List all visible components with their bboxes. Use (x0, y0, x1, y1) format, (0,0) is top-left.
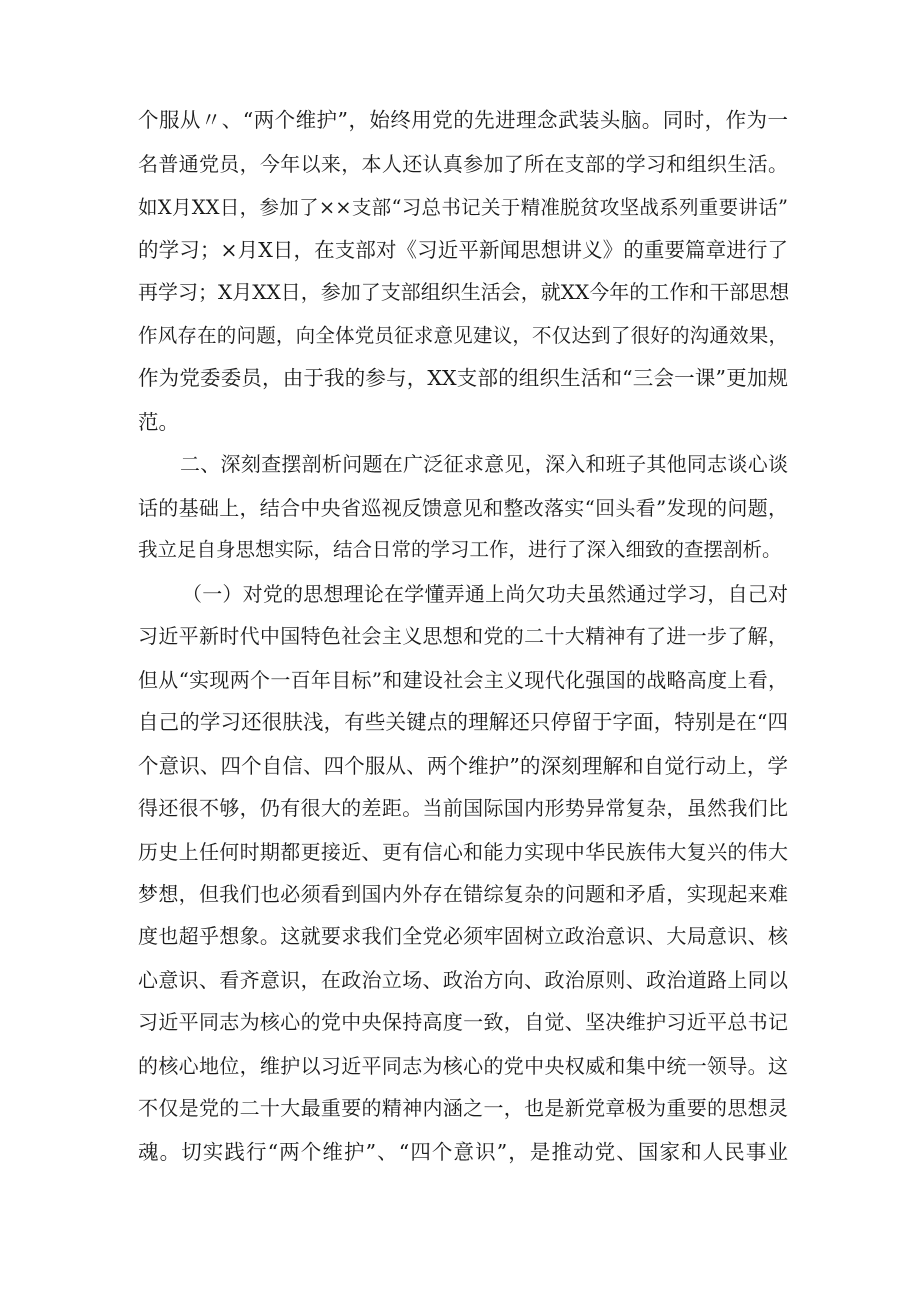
text-line-4: 的学习；×月X日，在支部对《习近平新闻思想讲义》的重要篇章进行了 (138, 238, 788, 262)
text-line-19: 梦想，但我们也必须看到国内外存在错综复杂的问题和矛盾，实现起来难 (138, 882, 788, 906)
text-line-22: 习近平同志为核心的党中央保持高度一致，自觉、坚决维护习近平总书记 (138, 1010, 788, 1034)
text-line-10: 话的基础上，结合中央省巡视反馈意见和整改落实“回头看”发现的问题， (138, 496, 788, 520)
text-line-20: 度也超乎想象。这就要求我们全党必须牢固树立政治意识、大局意识、核 (138, 924, 788, 948)
text-line-1: 个服从〃、“两个维护”，始终用党的先进理念武装头脑。同时，作为一 (138, 108, 788, 132)
text-line-2: 名普通党员，今年以来，本人还认真参加了所在支部的学习和组织生活。 (138, 152, 788, 176)
text-line-6: 作风存在的问题，向全体党员征求意见建议，不仅达到了很好的沟通效果， (138, 324, 788, 347)
text-line-8: 范。 (138, 410, 179, 434)
text-line-17: 得还很不够，仍有很大的差距。当前国际国内形势异常复杂，虽然我们比 (138, 796, 788, 820)
text-line-16: 个意识、四个自信、四个服从、两个维护”的深刻理解和自觉行动上，学 (138, 754, 788, 778)
text-line-18: 历史上任何时期都更接近、更有信心和能力实现中华民族伟大复兴的伟大 (138, 840, 788, 864)
text-line-11: 我立足自身思想实际，结合日常的学习工作，进行了深入细致的查摆剖析。 (138, 538, 782, 561)
text-line-13: 习近平新时代中国特色社会主义思想和党的二十大精神有了进一步了解， (138, 624, 788, 648)
text-line-5: 再学习；X月XX日，参加了支部组织生活会，就XX今年的工作和干部思想 (138, 280, 790, 304)
text-line-23: 的核心地位，维护以习近平同志为核心的党中央权威和集中统一领导。这 (138, 1054, 788, 1078)
section-two-heading-line: 二、深刻查摆剖析问题在广泛征求意见，深入和班子其他同志谈心谈 (180, 452, 788, 476)
text-line-24: 不仅是党的二十大最重要的精神内涵之一，也是新党章极为重要的思想灵 (138, 1096, 788, 1120)
text-line-25: 魂。切实践行“两个维护”、“四个意识”，是推动党、国家和人民事业 (138, 1140, 788, 1164)
text-line-3: 如X月XX日，参加了××支部“习总书记关于精准脱贫攻坚战系列重要讲话” (138, 196, 788, 219)
subsection-one-heading-line: （一）对党的思想理论在学懂弄通上尚欠功夫虽然通过学习，自己对 (182, 582, 788, 606)
text-line-14: 但从“实现两个一百年目标”和建设社会主义现代化强国的战略高度上看， (138, 668, 788, 692)
text-line-15: 自己的学习还很肤浅，有些关键点的理解还只停留于字面，特别是在“四 (138, 710, 788, 734)
text-line-21: 心意识、看齐意识，在政治立场、政治方向、政治原则、政治道路上同以 (138, 968, 788, 992)
text-line-7: 作为党委委员，由于我的参与，XX支部的组织生活和“三会一课”更加规 (138, 366, 788, 390)
